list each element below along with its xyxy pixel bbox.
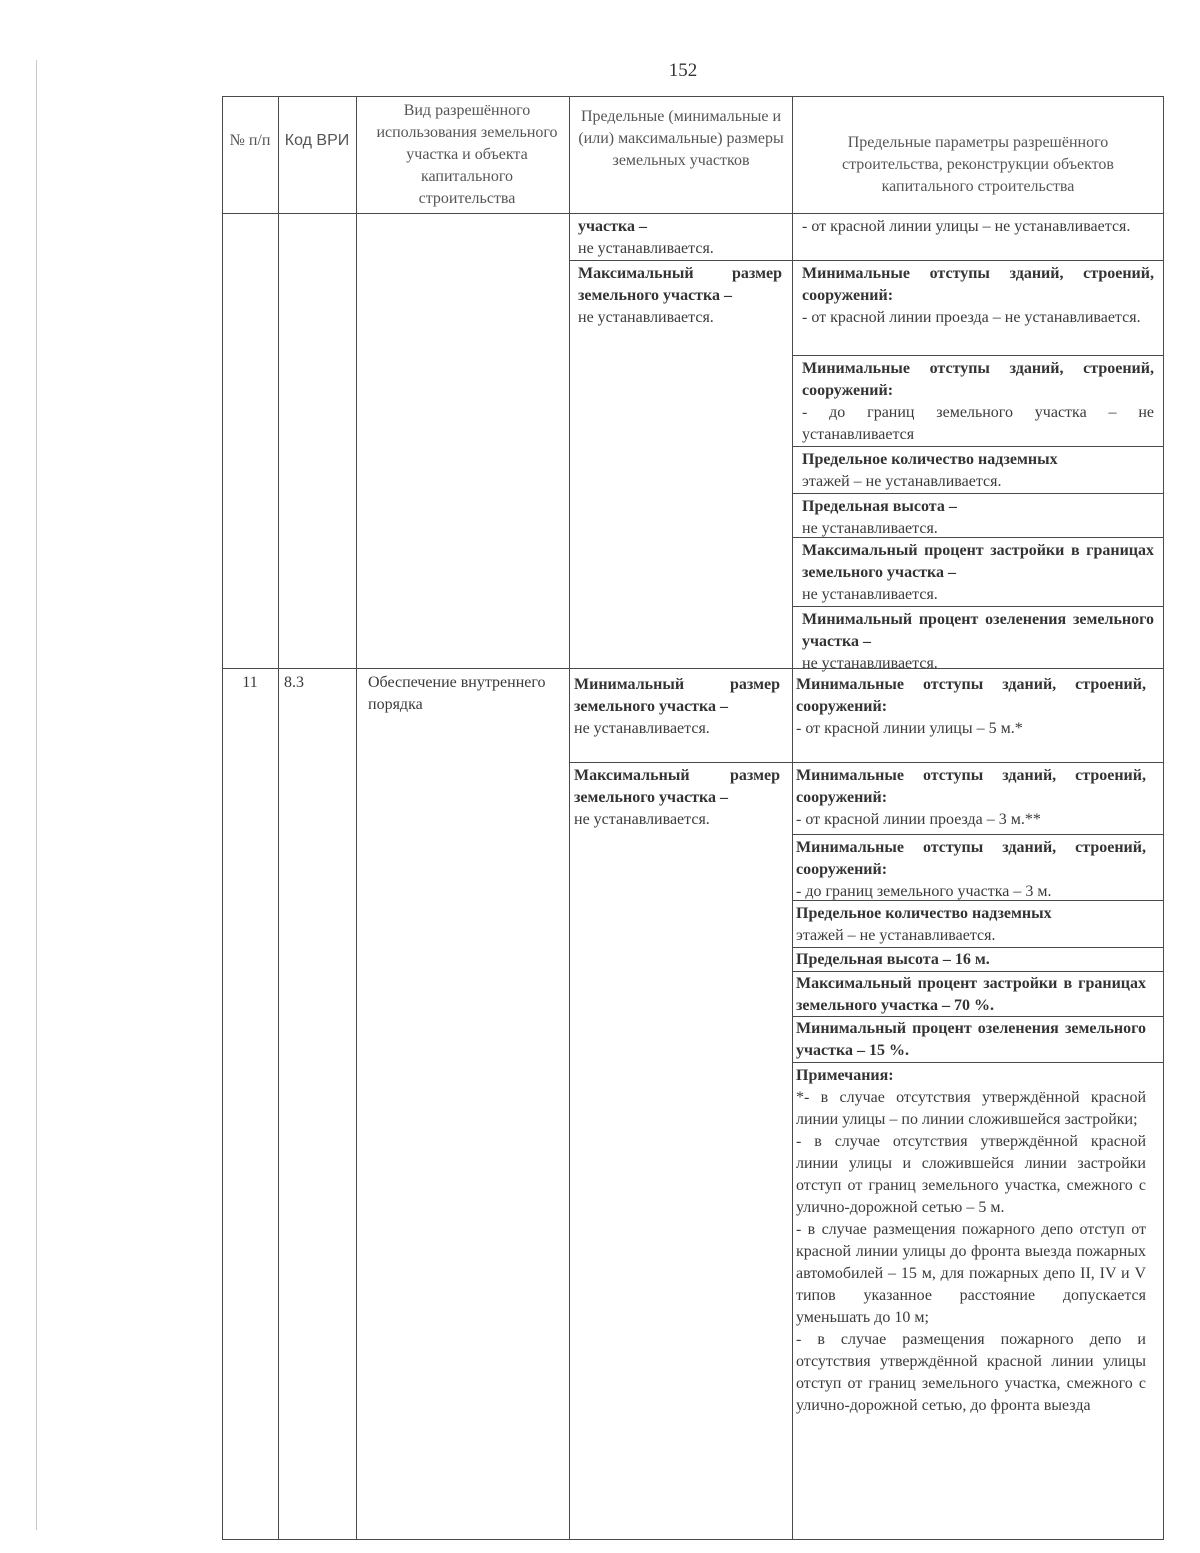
size-cell-continued xyxy=(578,216,786,260)
size-head: участка – xyxy=(578,218,647,235)
param-cell xyxy=(796,973,1146,1017)
param-head: Минимальные отступы зданий, строений, сооружений: xyxy=(802,360,1154,399)
param-text: не устанавливается. xyxy=(802,655,938,672)
size-max-cell xyxy=(574,765,780,831)
use-type: Обеспечение внутреннего порядка xyxy=(368,674,546,713)
page-number: 152 xyxy=(668,60,698,81)
size-text: не устанавливается. xyxy=(574,720,710,737)
param-cell xyxy=(796,903,1146,947)
param-cell xyxy=(802,449,1154,493)
row-divider xyxy=(569,260,1164,261)
param-cell xyxy=(802,216,1154,238)
note-item: - в случае размещения пожарного депо и отсутствия утверждённой красной линии улицы отступ от границ земельного участка, смежного с улично-дорожной сетью, до фронта выезда xyxy=(796,1331,1146,1414)
column-divider xyxy=(278,96,279,1540)
size-head: Максимальный размер земельного участка – xyxy=(578,265,782,304)
param-head: Минимальный процент озеленения земельного участка – xyxy=(802,611,1154,650)
header-divider xyxy=(222,213,1164,214)
header-size: Предельные (минимальные и (или) максимальные) размеры земельных участков xyxy=(578,108,784,169)
param-head: Минимальные отступы зданий, строений, сооружений: xyxy=(796,839,1146,878)
row-divider xyxy=(792,971,1164,972)
param-cell xyxy=(796,1018,1146,1062)
param-text: этажей – не устанавливается. xyxy=(802,473,1002,490)
note-item: - в случае отсутствия утверждённой красной линии улицы и сложившейся линии застройки отступ от границ земельного участка, смежного с улично-дорожной сетью – 5 м. xyxy=(796,1133,1146,1216)
note-item: *- в случае отсутствия утверждённой красной линии улицы – по линии сложившейся застройки; xyxy=(796,1089,1146,1128)
row-divider xyxy=(792,834,1164,835)
column-divider xyxy=(356,96,357,1540)
row-number: 11 xyxy=(242,674,258,691)
header-params: Предельные параметры разрешённого строительства, реконструкции объектов капитального строительства xyxy=(842,134,1114,195)
table-border-top xyxy=(222,96,1164,97)
note-item: - в случае размещения пожарного депо отступ от красной линии улицы до фронта выезда пожарных автомобилей – 15 м, для пожарных депо II, IV и V типов указанное расстояние допускается уменьшать до 10 м; xyxy=(796,1221,1146,1326)
param-head: Максимальный процент застройки в границах земельного участка – xyxy=(802,542,1154,581)
param-head: Предельное количество надземных xyxy=(802,451,1058,468)
param-head: Минимальный процент озеленения земельного участка – 15 %. xyxy=(796,1020,1146,1059)
notes-cell xyxy=(796,1065,1146,1537)
param-text: - от красной линии улицы – не устанавливается. xyxy=(802,218,1131,235)
size-text: не устанавливается. xyxy=(574,811,710,828)
notes-title: Примечания: xyxy=(796,1067,894,1084)
param-text: не устанавливается. xyxy=(802,586,938,603)
param-text: - до границ земельного участка – 3 м. xyxy=(796,883,1052,900)
param-cell xyxy=(802,540,1154,606)
param-head: Минимальные отступы зданий, строений, сооружений: xyxy=(802,265,1154,304)
vri-code: 8.3 xyxy=(284,674,304,691)
param-text: - от красной линии проезда – не устанавливается. xyxy=(802,309,1141,326)
param-text: - от красной линии улицы – 5 м.* xyxy=(796,720,1023,737)
row-divider xyxy=(792,947,1164,948)
row-divider xyxy=(569,762,1164,763)
param-text: - до границ земельного участка – не устанавливается xyxy=(802,404,1154,443)
size-head: Минимальный размер земельного участка – xyxy=(574,676,780,715)
header-use: Вид разрешённого использования земельного участка и объекта капитального строительства xyxy=(376,102,558,207)
param-cell xyxy=(796,674,1146,740)
row-divider xyxy=(792,606,1164,607)
table-border-bottom xyxy=(222,1539,1164,1540)
param-cell xyxy=(802,358,1154,446)
row-divider xyxy=(792,355,1164,356)
column-divider xyxy=(792,96,793,1540)
size-head: Максимальный размер земельного участка – xyxy=(574,767,780,806)
param-text: этажей – не устанавливается. xyxy=(796,927,996,944)
table-border-left xyxy=(222,96,223,1540)
size-text: не устанавливается. xyxy=(578,309,714,326)
param-cell xyxy=(802,263,1154,329)
param-cell xyxy=(802,496,1154,540)
column-divider xyxy=(569,96,570,1540)
regulations-table xyxy=(222,96,1164,1540)
size-text: не устанавливается. xyxy=(578,240,714,257)
param-text: - от красной линии проезда – 3 м.** xyxy=(796,811,1041,828)
row-divider xyxy=(792,446,1164,447)
param-cell xyxy=(796,837,1146,903)
size-min-cell xyxy=(574,674,780,740)
row-divider xyxy=(792,1062,1164,1063)
param-head: Минимальные отступы зданий, строений, сооружений: xyxy=(796,767,1146,806)
param-text: не устанавливается. xyxy=(802,520,938,537)
param-head: Предельная высота – 16 м. xyxy=(796,951,990,968)
param-head: Минимальные отступы зданий, строений, сооружений: xyxy=(796,676,1146,715)
param-cell xyxy=(796,765,1146,831)
row-divider xyxy=(792,493,1164,494)
param-head: Предельная высота – xyxy=(802,498,957,515)
header-code: Код ВРИ xyxy=(284,132,350,149)
binding-margin-line xyxy=(36,60,37,1530)
size-max-cell xyxy=(578,263,782,329)
param-head: Максимальный процент застройки в границах земельного участка – 70 %. xyxy=(796,975,1146,1014)
param-cell xyxy=(802,609,1154,675)
header-num: № п/п xyxy=(229,132,271,149)
param-head: Предельное количество надземных xyxy=(796,905,1052,922)
param-cell xyxy=(796,949,1146,971)
table-border-right xyxy=(1163,96,1164,1540)
